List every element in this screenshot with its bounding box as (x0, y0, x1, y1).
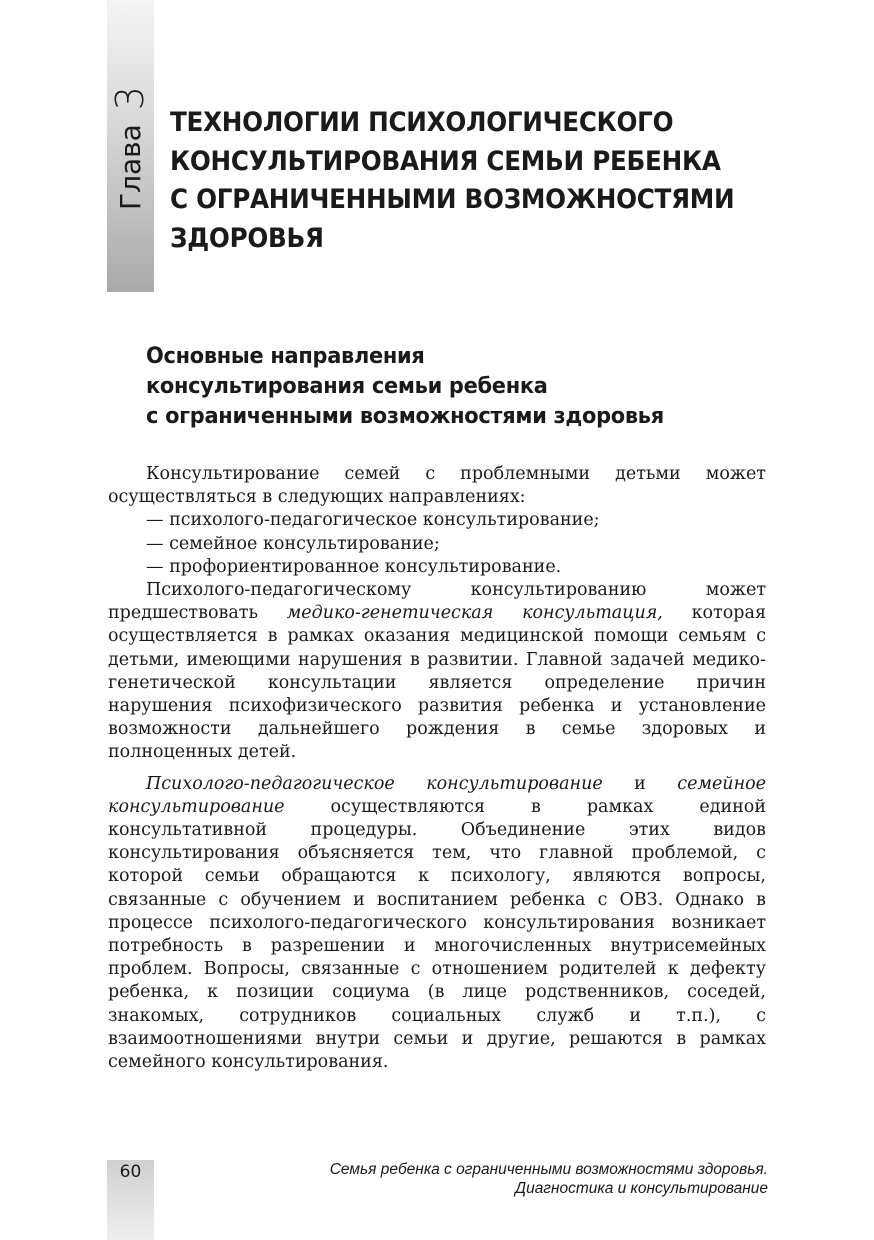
paragraph-2-text-a: Психолого-педагогическому консультированию может предшествовать (108, 580, 766, 624)
list-item: — профориентированное консультирование. (146, 556, 562, 577)
paragraph-3-text-a: и (602, 773, 678, 794)
intro-paragraph: Консультирование семей с проблемными детьми может осуществляться в следующих направлениях: (108, 464, 766, 508)
list-item: — семейное консультирование; (146, 533, 440, 554)
chapter-word: Глава (113, 124, 147, 210)
book-title-line-2: Диагностика и консультирование (515, 1180, 768, 1197)
chapter-label (108, 86, 152, 210)
section-title-line: Основные направления (146, 344, 425, 369)
chapter-title (170, 104, 735, 258)
paragraph-2-emphasis: медико-генетическая консультация, (286, 603, 663, 624)
section-title-line: консультирования семьи ребенка (146, 374, 548, 399)
page-number: 60 (119, 1162, 142, 1182)
body-text (108, 463, 766, 1074)
section-title-line: с ограниченными возможностями здоровья (146, 404, 664, 429)
chapter-title-line: КОНСУЛЬТИРОВАНИЯ СЕМЬИ РЕБЕНКА (170, 145, 721, 177)
paragraph-3-text-b: осуществляются в рамках единой консультативной процедуры. Объединение этих видов консультирования объясняется тем, что главной проблемой, с которой семьи обращаются к психологу, являются вопросы, связанные с обучением и воспитанием ребенка с ОВЗ. Однако в процессе психолого-педагогического консультирования возникает потребность в разрешении и многочисленных внутрисемейных проблем. Вопросы, связанные с отношением родителей к дефекту ребенка, к позиции социума (в лице родственников, соседей, знакомых, сотрудников социальных служб и т.п.), с взаимоотношениями внутри семьи и другие, решаются в рамках семейного консультирования. (108, 796, 766, 1073)
list-item: — психолого-педагогическое консультирование; (146, 510, 600, 531)
chapter-title-line: ТЕХНОЛОГИИ ПСИХОЛОГИЧЕСКОГО (170, 107, 674, 138)
running-footer (330, 1160, 768, 1198)
chapter-title-line: ЗДОРОВЬЯ (170, 222, 324, 254)
paragraph-3 (108, 773, 766, 1075)
chapter-title-line: С ОГРАНИЧЕННЫМИ ВОЗМОЖНОСТЯМИ (170, 184, 735, 215)
chapter-number: 3 (108, 86, 152, 111)
paragraph-2 (108, 579, 766, 765)
paragraph-3-emphasis-1: Психолого-педагогическое консультирование (146, 773, 603, 794)
paragraph-2-text-b: которая осуществляется в рамках оказания медицинской помощи семьям с детьми, имеющими нарушения в развитии. Главной задачей медико-генетической консультации является определение причин нарушения психофизического развития ребенка и установление возможности дальнейшего рождения в семье здоровых и полноценных детей. (108, 603, 766, 763)
paragraph-3-emphasis-2: семейное консультирование (108, 773, 766, 817)
section-title (146, 342, 735, 432)
book-title-line-1: Семья ребенка с ограниченными возможностями здоровья. (329, 1161, 768, 1178)
